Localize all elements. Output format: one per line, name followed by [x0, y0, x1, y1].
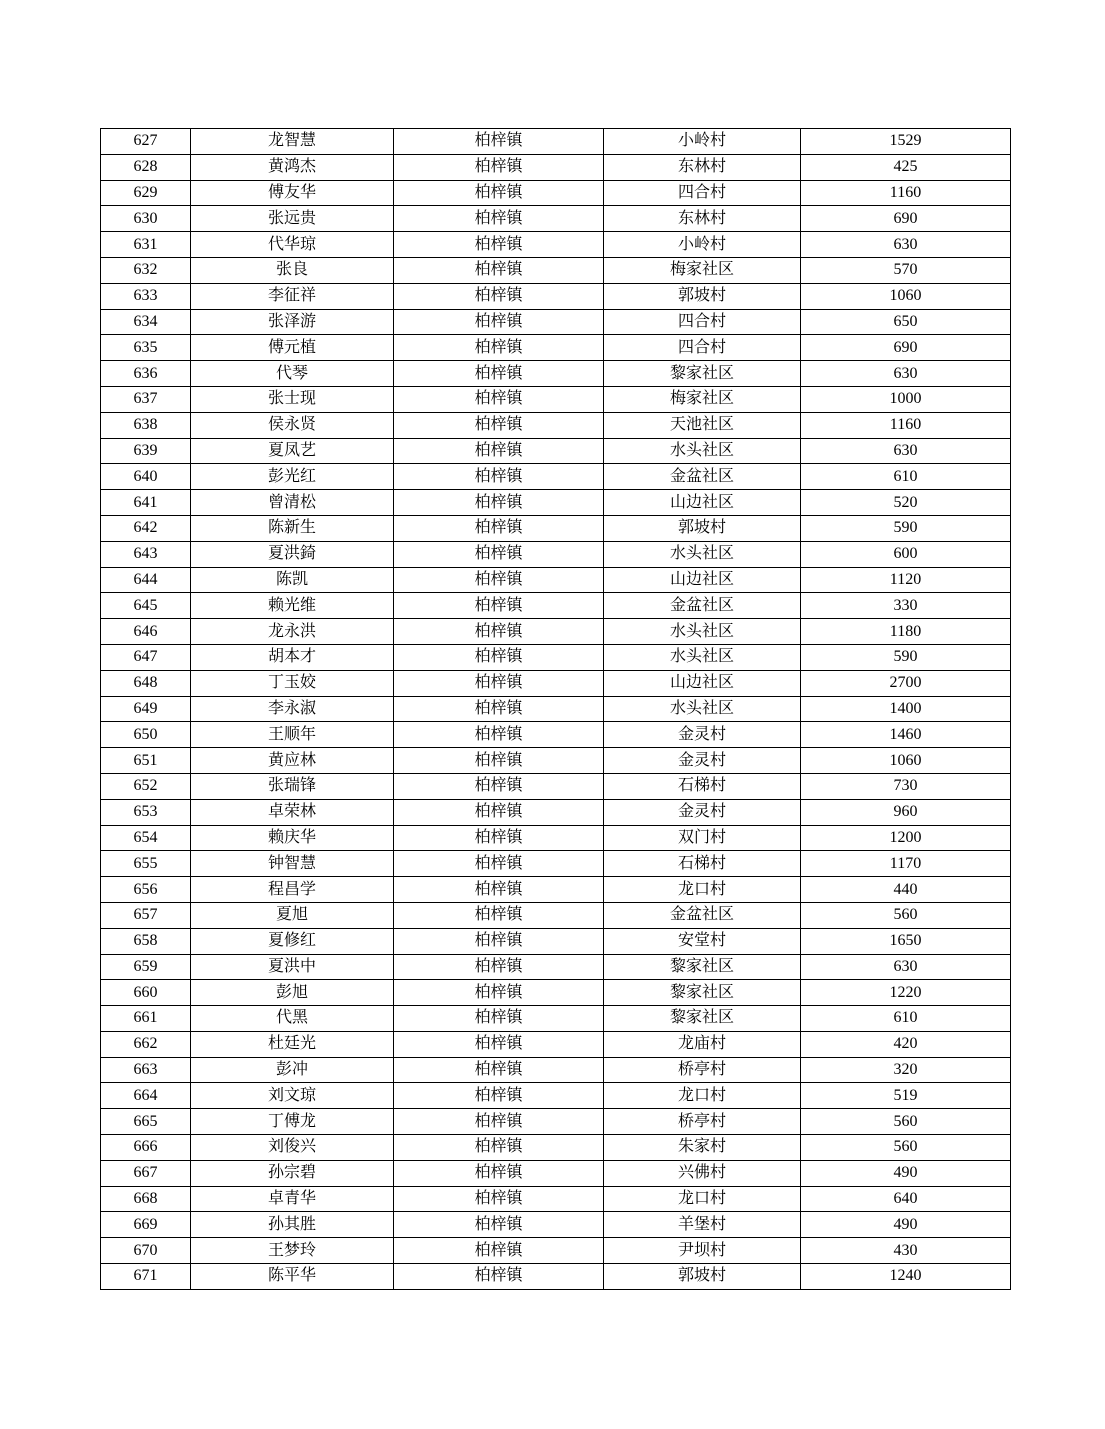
table-row — [101, 438, 1011, 464]
cell-name: 黄鸿杰 — [191, 154, 394, 180]
cell-village: 东林村 — [604, 206, 801, 232]
cell-town: 柏梓镇 — [394, 1006, 604, 1032]
cell-no: 657 — [101, 902, 191, 928]
table-row — [101, 1006, 1011, 1032]
table-row — [101, 928, 1011, 954]
cell-town: 柏梓镇 — [394, 206, 604, 232]
cell-no: 667 — [101, 1160, 191, 1186]
cell-town: 柏梓镇 — [394, 825, 604, 851]
cell-amount: 610 — [801, 1006, 1011, 1032]
cell-no: 655 — [101, 851, 191, 877]
cell-no: 633 — [101, 283, 191, 309]
cell-amount: 590 — [801, 515, 1011, 541]
cell-amount: 1000 — [801, 386, 1011, 412]
cell-no: 631 — [101, 232, 191, 258]
cell-village: 石梯村 — [604, 773, 801, 799]
cell-name: 彭冲 — [191, 1057, 394, 1083]
cell-name: 钟智慧 — [191, 851, 394, 877]
table-row — [101, 257, 1011, 283]
cell-town: 柏梓镇 — [394, 412, 604, 438]
cell-amount: 630 — [801, 361, 1011, 387]
cell-town: 柏梓镇 — [394, 928, 604, 954]
cell-no: 643 — [101, 541, 191, 567]
cell-town: 柏梓镇 — [394, 129, 604, 155]
cell-town: 柏梓镇 — [394, 335, 604, 361]
table-row — [101, 799, 1011, 825]
cell-name: 傅友华 — [191, 180, 394, 206]
cell-amount: 430 — [801, 1238, 1011, 1264]
cell-no: 669 — [101, 1212, 191, 1238]
cell-amount: 490 — [801, 1160, 1011, 1186]
cell-town: 柏梓镇 — [394, 1212, 604, 1238]
table-row — [101, 748, 1011, 774]
table-row — [101, 722, 1011, 748]
cell-no: 636 — [101, 361, 191, 387]
cell-no: 660 — [101, 980, 191, 1006]
cell-amount: 490 — [801, 1212, 1011, 1238]
cell-village: 金盆社区 — [604, 464, 801, 490]
table-row — [101, 412, 1011, 438]
cell-amount: 630 — [801, 232, 1011, 258]
cell-no: 635 — [101, 335, 191, 361]
cell-town: 柏梓镇 — [394, 1186, 604, 1212]
cell-village: 黎家社区 — [604, 980, 801, 1006]
cell-no: 671 — [101, 1264, 191, 1290]
cell-town: 柏梓镇 — [394, 1031, 604, 1057]
cell-amount: 640 — [801, 1186, 1011, 1212]
table-row — [101, 515, 1011, 541]
cell-name: 赖光维 — [191, 593, 394, 619]
cell-name: 张远贵 — [191, 206, 394, 232]
cell-amount: 610 — [801, 464, 1011, 490]
cell-name: 刘文琼 — [191, 1083, 394, 1109]
table-row — [101, 567, 1011, 593]
cell-no: 654 — [101, 825, 191, 851]
cell-no: 656 — [101, 877, 191, 903]
table-row — [101, 670, 1011, 696]
cell-town: 柏梓镇 — [394, 180, 604, 206]
cell-town: 柏梓镇 — [394, 1083, 604, 1109]
cell-amount: 960 — [801, 799, 1011, 825]
cell-name: 夏修红 — [191, 928, 394, 954]
cell-amount: 1400 — [801, 696, 1011, 722]
cell-amount: 330 — [801, 593, 1011, 619]
cell-village: 梅家社区 — [604, 257, 801, 283]
cell-town: 柏梓镇 — [394, 722, 604, 748]
cell-amount: 1060 — [801, 283, 1011, 309]
cell-name: 代华琼 — [191, 232, 394, 258]
table-row — [101, 1057, 1011, 1083]
cell-village: 龙口村 — [604, 877, 801, 903]
cell-no: 647 — [101, 644, 191, 670]
cell-name: 侯永贤 — [191, 412, 394, 438]
cell-village: 兴佛村 — [604, 1160, 801, 1186]
cell-village: 四合村 — [604, 335, 801, 361]
cell-amount: 519 — [801, 1083, 1011, 1109]
cell-name: 彭旭 — [191, 980, 394, 1006]
cell-name: 代黑 — [191, 1006, 394, 1032]
cell-no: 668 — [101, 1186, 191, 1212]
table-row — [101, 361, 1011, 387]
cell-name: 夏洪中 — [191, 954, 394, 980]
cell-name: 李征祥 — [191, 283, 394, 309]
cell-village: 郭坡村 — [604, 515, 801, 541]
cell-town: 柏梓镇 — [394, 309, 604, 335]
cell-no: 629 — [101, 180, 191, 206]
cell-no: 670 — [101, 1238, 191, 1264]
cell-amount: 650 — [801, 309, 1011, 335]
table-row — [101, 1109, 1011, 1135]
cell-town: 柏梓镇 — [394, 799, 604, 825]
table-row — [101, 232, 1011, 258]
cell-town: 柏梓镇 — [394, 438, 604, 464]
cell-village: 山边社区 — [604, 490, 801, 516]
cell-town: 柏梓镇 — [394, 593, 604, 619]
cell-no: 666 — [101, 1135, 191, 1161]
cell-name: 王梦玲 — [191, 1238, 394, 1264]
cell-town: 柏梓镇 — [394, 954, 604, 980]
cell-amount: 590 — [801, 644, 1011, 670]
table-row — [101, 335, 1011, 361]
cell-no: 637 — [101, 386, 191, 412]
cell-amount: 1220 — [801, 980, 1011, 1006]
table-row — [101, 851, 1011, 877]
cell-village: 尹坝村 — [604, 1238, 801, 1264]
table-row — [101, 696, 1011, 722]
cell-amount: 1060 — [801, 748, 1011, 774]
cell-town: 柏梓镇 — [394, 232, 604, 258]
cell-village: 水头社区 — [604, 619, 801, 645]
cell-name: 卓荣林 — [191, 799, 394, 825]
cell-name: 陈平华 — [191, 1264, 394, 1290]
cell-no: 644 — [101, 567, 191, 593]
cell-no: 642 — [101, 515, 191, 541]
cell-town: 柏梓镇 — [394, 619, 604, 645]
cell-town: 柏梓镇 — [394, 515, 604, 541]
cell-name: 丁玉姣 — [191, 670, 394, 696]
cell-village: 金灵村 — [604, 722, 801, 748]
cell-amount: 560 — [801, 1109, 1011, 1135]
cell-no: 650 — [101, 722, 191, 748]
cell-name: 傅元植 — [191, 335, 394, 361]
cell-town: 柏梓镇 — [394, 154, 604, 180]
cell-village: 金灵村 — [604, 748, 801, 774]
cell-village: 梅家社区 — [604, 386, 801, 412]
cell-name: 赖庆华 — [191, 825, 394, 851]
cell-village: 石梯村 — [604, 851, 801, 877]
cell-village: 龙庙村 — [604, 1031, 801, 1057]
cell-name: 夏凤艺 — [191, 438, 394, 464]
cell-amount: 1160 — [801, 412, 1011, 438]
cell-amount: 600 — [801, 541, 1011, 567]
cell-name: 李永淑 — [191, 696, 394, 722]
table-row — [101, 180, 1011, 206]
cell-no: 632 — [101, 257, 191, 283]
cell-amount: 1160 — [801, 180, 1011, 206]
table-row — [101, 954, 1011, 980]
cell-town: 柏梓镇 — [394, 464, 604, 490]
cell-town: 柏梓镇 — [394, 773, 604, 799]
cell-amount: 1180 — [801, 619, 1011, 645]
cell-amount: 420 — [801, 1031, 1011, 1057]
cell-village: 东林村 — [604, 154, 801, 180]
cell-no: 664 — [101, 1083, 191, 1109]
cell-no: 628 — [101, 154, 191, 180]
table-row — [101, 1160, 1011, 1186]
cell-amount: 425 — [801, 154, 1011, 180]
cell-town: 柏梓镇 — [394, 644, 604, 670]
cell-no: 630 — [101, 206, 191, 232]
cell-name: 曾清松 — [191, 490, 394, 516]
cell-name: 刘俊兴 — [191, 1135, 394, 1161]
cell-name: 孙其胜 — [191, 1212, 394, 1238]
cell-amount: 690 — [801, 335, 1011, 361]
cell-no: 627 — [101, 129, 191, 155]
cell-village: 金灵村 — [604, 799, 801, 825]
table-row — [101, 619, 1011, 645]
table-row — [101, 541, 1011, 567]
cell-village: 郭坡村 — [604, 1264, 801, 1290]
cell-town: 柏梓镇 — [394, 1057, 604, 1083]
table-body — [101, 129, 1011, 1290]
cell-town: 柏梓镇 — [394, 257, 604, 283]
table-row — [101, 902, 1011, 928]
cell-amount: 630 — [801, 954, 1011, 980]
cell-no: 640 — [101, 464, 191, 490]
cell-village: 天池社区 — [604, 412, 801, 438]
cell-no: 652 — [101, 773, 191, 799]
cell-town: 柏梓镇 — [394, 1109, 604, 1135]
cell-name: 张良 — [191, 257, 394, 283]
cell-village: 黎家社区 — [604, 361, 801, 387]
cell-name: 龙永洪 — [191, 619, 394, 645]
cell-no: 649 — [101, 696, 191, 722]
cell-name: 丁傅龙 — [191, 1109, 394, 1135]
table-row — [101, 154, 1011, 180]
table-row — [101, 773, 1011, 799]
cell-name: 张瑞锋 — [191, 773, 394, 799]
cell-name: 胡本才 — [191, 644, 394, 670]
cell-amount: 730 — [801, 773, 1011, 799]
table-row — [101, 386, 1011, 412]
cell-village: 四合村 — [604, 180, 801, 206]
cell-town: 柏梓镇 — [394, 1135, 604, 1161]
cell-name: 陈凯 — [191, 567, 394, 593]
cell-name: 代琴 — [191, 361, 394, 387]
cell-town: 柏梓镇 — [394, 541, 604, 567]
cell-no: 648 — [101, 670, 191, 696]
cell-town: 柏梓镇 — [394, 902, 604, 928]
cell-town: 柏梓镇 — [394, 670, 604, 696]
cell-village: 金盆社区 — [604, 902, 801, 928]
table-row — [101, 490, 1011, 516]
cell-no: 662 — [101, 1031, 191, 1057]
cell-amount: 520 — [801, 490, 1011, 516]
cell-no: 659 — [101, 954, 191, 980]
cell-no: 658 — [101, 928, 191, 954]
cell-village: 双门村 — [604, 825, 801, 851]
cell-name: 夏洪錡 — [191, 541, 394, 567]
cell-name: 夏旭 — [191, 902, 394, 928]
cell-town: 柏梓镇 — [394, 748, 604, 774]
cell-village: 桥亭村 — [604, 1109, 801, 1135]
cell-town: 柏梓镇 — [394, 696, 604, 722]
table-row — [101, 1238, 1011, 1264]
table-row — [101, 129, 1011, 155]
cell-village: 水头社区 — [604, 696, 801, 722]
cell-no: 661 — [101, 1006, 191, 1032]
cell-town: 柏梓镇 — [394, 1160, 604, 1186]
cell-name: 张泽游 — [191, 309, 394, 335]
cell-village: 黎家社区 — [604, 954, 801, 980]
table-row — [101, 1212, 1011, 1238]
cell-town: 柏梓镇 — [394, 980, 604, 1006]
cell-amount: 570 — [801, 257, 1011, 283]
cell-amount: 1170 — [801, 851, 1011, 877]
cell-amount: 440 — [801, 877, 1011, 903]
cell-name: 杜廷光 — [191, 1031, 394, 1057]
table-row — [101, 283, 1011, 309]
table-row — [101, 1135, 1011, 1161]
cell-village: 四合村 — [604, 309, 801, 335]
table-row — [101, 593, 1011, 619]
cell-no: 634 — [101, 309, 191, 335]
cell-village: 山边社区 — [604, 567, 801, 593]
cell-town: 柏梓镇 — [394, 877, 604, 903]
cell-name: 张士现 — [191, 386, 394, 412]
table-row — [101, 644, 1011, 670]
cell-no: 646 — [101, 619, 191, 645]
cell-amount: 320 — [801, 1057, 1011, 1083]
cell-town: 柏梓镇 — [394, 1264, 604, 1290]
cell-amount: 560 — [801, 902, 1011, 928]
cell-no: 641 — [101, 490, 191, 516]
cell-village: 郭坡村 — [604, 283, 801, 309]
table-row — [101, 825, 1011, 851]
cell-amount: 1529 — [801, 129, 1011, 155]
cell-village: 桥亭村 — [604, 1057, 801, 1083]
cell-name: 陈新生 — [191, 515, 394, 541]
cell-amount: 2700 — [801, 670, 1011, 696]
cell-no: 653 — [101, 799, 191, 825]
cell-town: 柏梓镇 — [394, 490, 604, 516]
cell-town: 柏梓镇 — [394, 386, 604, 412]
cell-name: 孙宗碧 — [191, 1160, 394, 1186]
cell-no: 663 — [101, 1057, 191, 1083]
cell-name: 彭光红 — [191, 464, 394, 490]
cell-amount: 690 — [801, 206, 1011, 232]
cell-name: 程昌学 — [191, 877, 394, 903]
cell-amount: 1120 — [801, 567, 1011, 593]
table-row — [101, 980, 1011, 1006]
cell-amount: 560 — [801, 1135, 1011, 1161]
cell-village: 羊堡村 — [604, 1212, 801, 1238]
cell-amount: 1240 — [801, 1264, 1011, 1290]
cell-town: 柏梓镇 — [394, 567, 604, 593]
cell-name: 龙智慧 — [191, 129, 394, 155]
cell-village: 水头社区 — [604, 541, 801, 567]
table-row — [101, 309, 1011, 335]
table-row — [101, 206, 1011, 232]
table-row — [101, 877, 1011, 903]
cell-name: 王顺年 — [191, 722, 394, 748]
cell-town: 柏梓镇 — [394, 283, 604, 309]
cell-name: 卓青华 — [191, 1186, 394, 1212]
cell-amount: 630 — [801, 438, 1011, 464]
cell-village: 水头社区 — [604, 644, 801, 670]
cell-village: 龙口村 — [604, 1083, 801, 1109]
cell-no: 651 — [101, 748, 191, 774]
cell-name: 黄应林 — [191, 748, 394, 774]
cell-village: 朱家村 — [604, 1135, 801, 1161]
cell-village: 小岭村 — [604, 129, 801, 155]
table-row — [101, 1031, 1011, 1057]
cell-amount: 1200 — [801, 825, 1011, 851]
cell-village: 小岭村 — [604, 232, 801, 258]
cell-town: 柏梓镇 — [394, 361, 604, 387]
cell-no: 638 — [101, 412, 191, 438]
table-row — [101, 1186, 1011, 1212]
cell-village: 黎家社区 — [604, 1006, 801, 1032]
cell-no: 665 — [101, 1109, 191, 1135]
cell-amount: 1460 — [801, 722, 1011, 748]
cell-village: 金盆社区 — [604, 593, 801, 619]
cell-no: 645 — [101, 593, 191, 619]
cell-no: 639 — [101, 438, 191, 464]
cell-town: 柏梓镇 — [394, 1238, 604, 1264]
cell-village: 安堂村 — [604, 928, 801, 954]
cell-village: 山边社区 — [604, 670, 801, 696]
cell-town: 柏梓镇 — [394, 851, 604, 877]
records-table — [100, 128, 1011, 1290]
cell-village: 龙口村 — [604, 1186, 801, 1212]
table-row — [101, 464, 1011, 490]
cell-village: 水头社区 — [604, 438, 801, 464]
table-row — [101, 1083, 1011, 1109]
table-row — [101, 1264, 1011, 1290]
cell-amount: 1650 — [801, 928, 1011, 954]
